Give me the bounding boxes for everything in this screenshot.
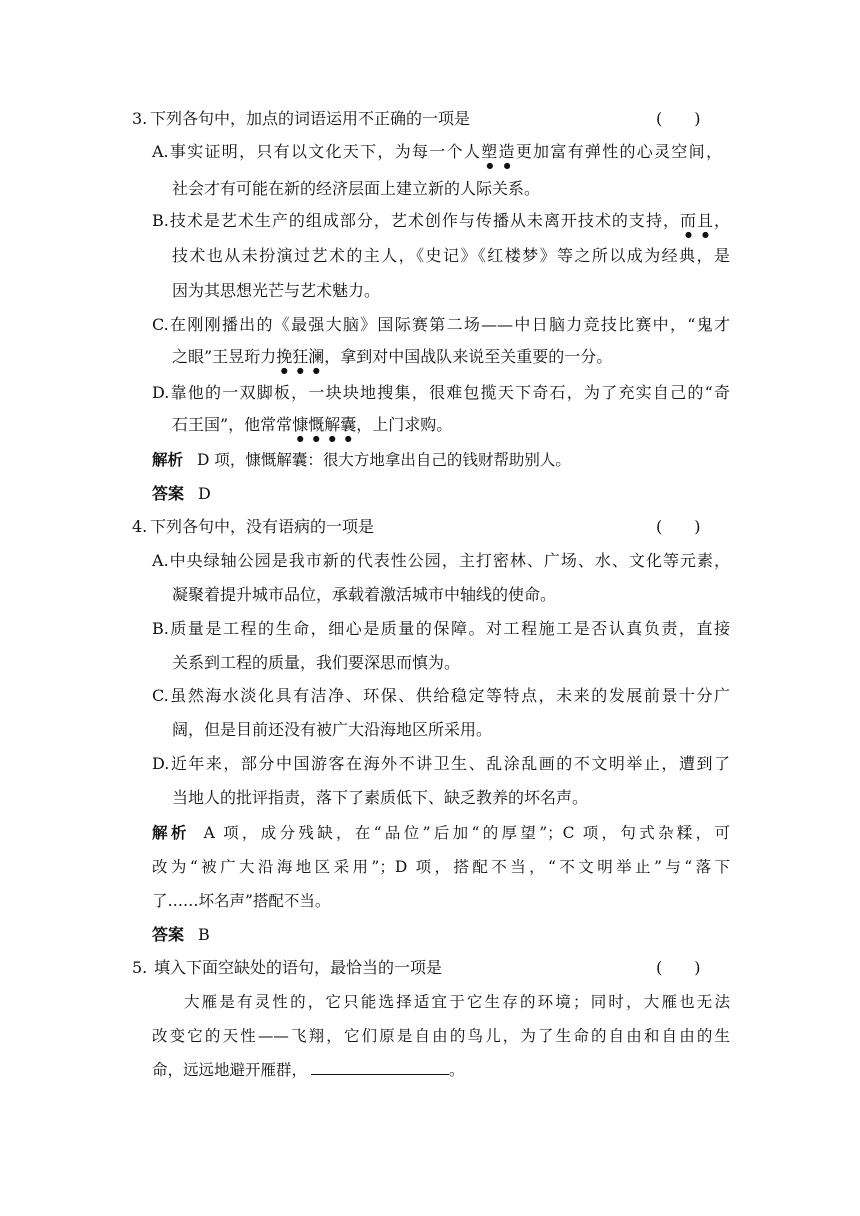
question-4-stem xyxy=(132,516,374,538)
question-text: 填入下面空缺处的语句，最恰当的一项是 xyxy=(154,958,443,977)
analysis-text: A 项，成分残缺，在“品位”后加“的厚望”；C 项，句式杂糅，可 xyxy=(203,824,730,842)
option-c-line-1: C.在刚刚播出的《最强大脑》国际赛第二场——中日脑力竞技比赛中，“鬼才 xyxy=(152,315,730,334)
dotted-word: 挽狂澜 xyxy=(276,347,325,366)
answer-value: B xyxy=(198,925,210,944)
option-b-line-1: B.技术是艺术生产的组成部分，艺术创作与传播从未离开技术的支持，而且， xyxy=(152,211,730,230)
analysis-4-line-1 xyxy=(152,822,730,844)
passage-line-1: 大雁是有灵性的，它只能选择适宜于它生存的环境；同时，大雁也无法 xyxy=(184,993,730,1011)
option-c-line-1: C.虽然海水淡化具有洁净、环保、供给稳定等特点，未来的发展前景十分广 xyxy=(152,686,730,705)
answer-bracket: ( ) xyxy=(656,958,701,977)
analysis-label: 解析 xyxy=(152,824,190,842)
question-5-stem xyxy=(132,957,442,979)
option-b-line-2: 关系到工程的质量，我们要深思而慎为。 xyxy=(172,653,461,672)
option-c-line-2: 之眼”王昱珩力挽狂澜，拿到对中国战队来说至关重要的一分。 xyxy=(172,347,613,366)
answer-value: D xyxy=(198,484,211,503)
analysis-label: 解析 xyxy=(152,451,184,469)
answer-4 xyxy=(152,924,210,946)
option-b-line-2: 技术也从未扮演过艺术的主人，《史记》《红楼梦》等之所以成为经典，是 xyxy=(172,246,730,265)
option-d-line-1: D.近年来，部分中国游客在海外不讲卫生、乱涂乱画的不文明举止，遭到了 xyxy=(152,754,730,773)
analysis-text: D 项，慷慨解囊：很大方地拿出自己的钱财帮助别人。 xyxy=(197,451,571,469)
option-d-line-2: 石王国”，他常常慷慨解囊，上门求购。 xyxy=(172,415,453,434)
option-b-line-3: 因为其思想光芒与艺术魅力。 xyxy=(172,281,381,300)
option-a-line-1: A.事实证明，只有以文化天下，为每一个人塑造更加富有弹性的心灵空间， xyxy=(152,142,722,161)
dotted-word: 而且 xyxy=(679,211,714,230)
option-a-line-1: A.中央绿轴公园是我市新的代表性公园，主打密林、广场、水、文化等元素， xyxy=(152,551,730,570)
answer-bracket: ( ) xyxy=(656,109,701,128)
passage-line-3: 命，远远地避开雁群， 。 xyxy=(152,1061,465,1079)
analysis-4-line-2: 改为“被广大沿海地区采用”；D 项，搭配不当，“不文明举止”与“落下 xyxy=(152,858,730,876)
question-text: 下列各句中，加点的词语运用不正确的一项是 xyxy=(150,109,471,128)
analysis-4-line-3: 了……坏名声”搭配不当。 xyxy=(152,892,331,910)
fill-in-blank xyxy=(311,1060,449,1075)
dotted-word: 慷慨解囊 xyxy=(292,415,357,434)
question-text: 下列各句中，没有语病的一项是 xyxy=(150,517,375,536)
question-number: 5. xyxy=(132,958,148,977)
passage-line-2: 改变它的天性——飞翔，它们原是自由的鸟儿，为了生命的自由和自由的生 xyxy=(152,1027,730,1045)
answer-label: 答案 xyxy=(152,484,185,503)
question-number: 4. xyxy=(132,517,148,536)
answer-bracket: ( ) xyxy=(656,517,701,536)
option-a-line-2: 凝聚着提升城市品位，承载着激活城市中轴线的使命。 xyxy=(172,585,557,604)
option-c-line-2: 阔，但是目前还没有被广大沿海地区所采用。 xyxy=(172,720,493,739)
option-b-line-1: B.质量是工程的生命，细心是质量的保障。对工程施工是否认真负责，直接 xyxy=(152,619,730,638)
option-d-line-1: D.靠他的一双脚板，一块块地搜集，很难包揽天下奇石，为了充实自己的“奇 xyxy=(152,383,730,402)
question-3-stem xyxy=(132,108,470,130)
dotted-word: 塑造 xyxy=(481,142,516,161)
answer-3 xyxy=(152,483,211,505)
answer-label: 答案 xyxy=(152,925,185,944)
analysis-3 xyxy=(152,449,571,471)
option-d-line-2: 当地人的批评指责，落下了素质低下、缺乏教养的坏名声。 xyxy=(172,788,589,807)
option-a-line-2: 社会才有可能在新的经济层面上建立新的人际关系。 xyxy=(172,179,541,198)
question-number: 3. xyxy=(132,109,148,128)
